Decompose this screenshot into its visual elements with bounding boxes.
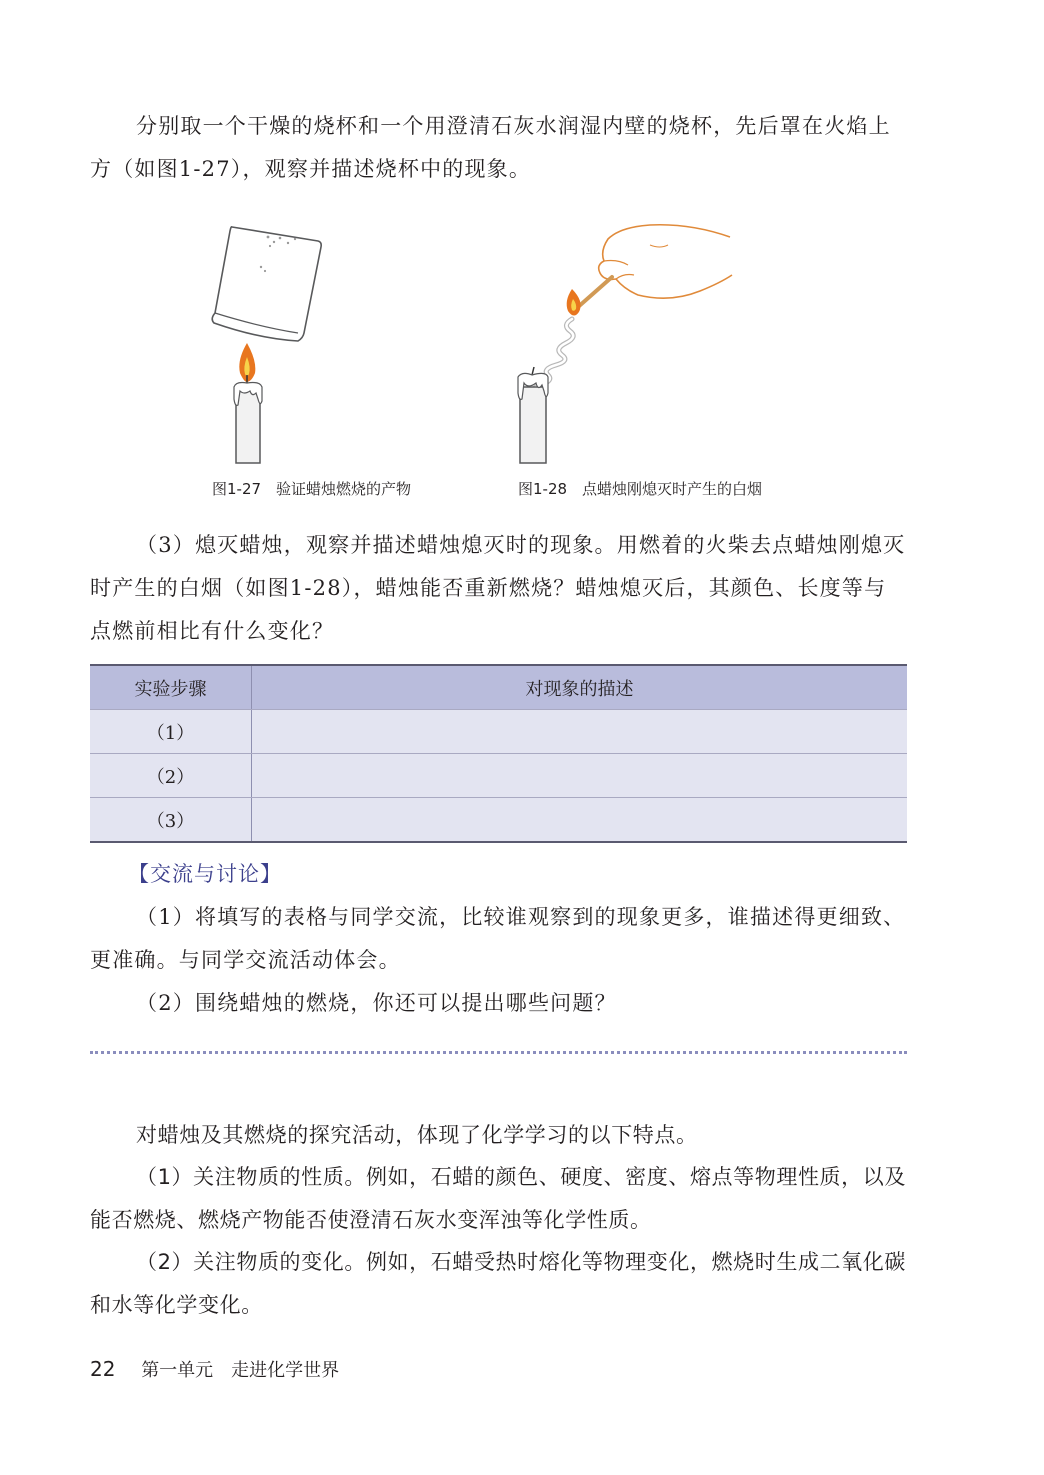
row-description-cell[interactable] — [252, 798, 908, 843]
row-description-cell[interactable] — [252, 710, 908, 754]
intro-paragraph: 分别取一个干燥的烧杯和一个用澄清石灰水润湿内壁的烧杯，先后罩在火焰上方（如图1-27），观察并描述烧杯中的现象。 — [90, 114, 891, 181]
figure-1-28-caption: 图1-28 点蜡烛刚熄灭时产生的白烟 — [518, 480, 763, 498]
summary-intro: 对蜡烛及其燃烧的探究活动，体现了化学学习的以下特点。 — [136, 1123, 698, 1147]
summary-point-1: （1）关注物质的性质。例如，石蜡的颜色、硬度、密度、熔点等物理性质，以及能否燃烧、燃烧产物能否使澄清石灰水变浑浊等化学性质。 — [90, 1165, 906, 1232]
header-step: 实验步骤 — [90, 665, 252, 710]
step3-paragraph: （3）熄灭蜡烛，观察并描述蜡烛熄灭时的现象。用燃着的火柴去点蜡烛刚熄灭时产生的白烟（如图1-28），蜡烛能否重新燃烧？蜡烛熄灭后，其颜色、长度等与点燃前相比有什么变化？ — [90, 533, 906, 643]
table-header-row — [90, 665, 907, 710]
discussion-item-2: （2）围绕蜡烛的燃烧，你还可以提出哪些问题？ — [136, 991, 617, 1015]
row-step: （1） — [90, 710, 252, 754]
hand-icon — [599, 225, 732, 298]
observation-table — [90, 664, 907, 843]
candle-icon — [518, 367, 548, 463]
table-row — [90, 754, 907, 798]
row-step: （3） — [90, 798, 252, 843]
discussion-heading: 【交流与讨论】 — [128, 862, 282, 886]
page-footer — [90, 1356, 339, 1382]
chapter-title: 第一单元 走进化学世界 — [141, 1360, 340, 1381]
summary-point-2: （2）关注物质的变化。例如，石蜡受热时熔化等物理变化，燃烧时生成二氧化碳和水等化学变化。 — [90, 1250, 906, 1317]
match-icon — [567, 277, 612, 316]
match-smoke-illustration — [500, 215, 740, 470]
row-step: （2） — [90, 754, 252, 798]
beaker-candle-illustration — [200, 215, 350, 470]
section-divider — [90, 1051, 907, 1054]
table-row — [90, 798, 907, 843]
page-number: 22 — [90, 1357, 116, 1381]
figure-1-27-caption: 图1-27 验证蜡烛燃烧的产物 — [212, 480, 412, 498]
table-row — [90, 710, 907, 754]
candle-icon — [234, 375, 262, 463]
beaker-icon — [212, 227, 321, 341]
discussion-item-1: （1）将填写的表格与同学交流，比较谁观察到的现象更多，谁描述得更细致、更准确。与同学交流活动体会。 — [90, 905, 906, 972]
header-description: 对现象的描述 — [252, 665, 908, 710]
row-description-cell[interactable] — [252, 754, 908, 798]
